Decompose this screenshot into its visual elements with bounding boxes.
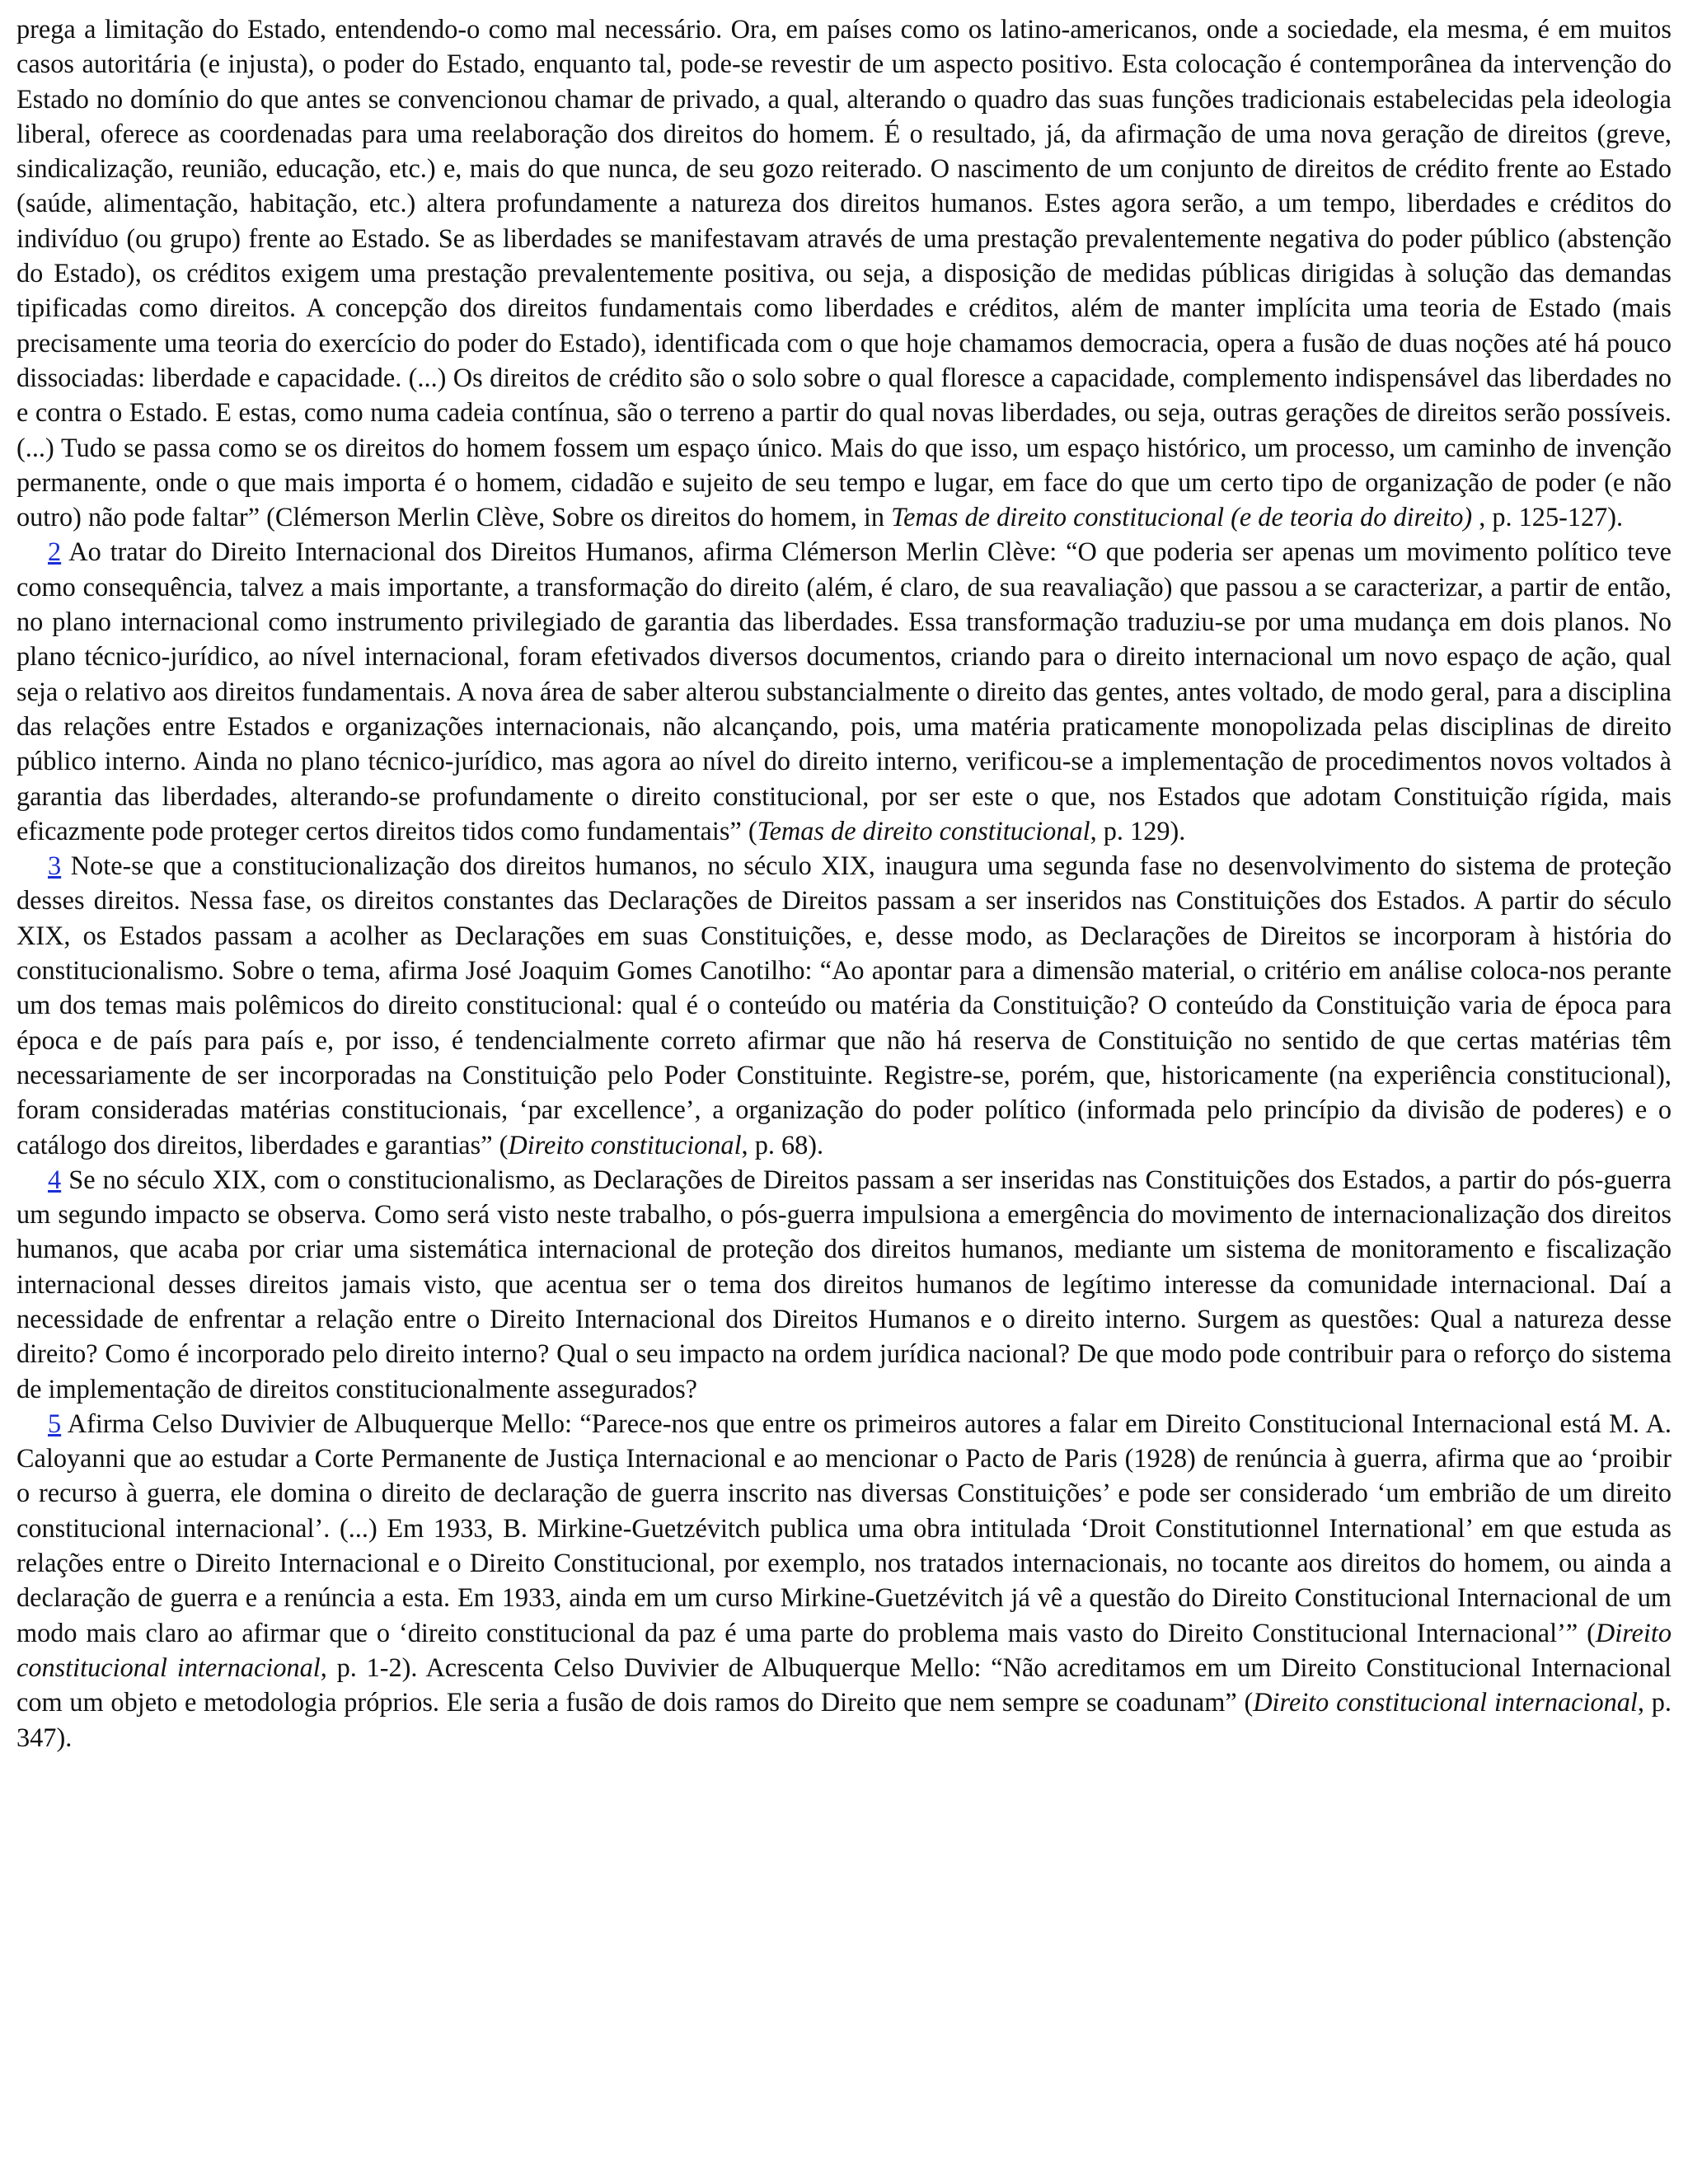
footnote-link-4[interactable]: 4 (48, 1164, 62, 1194)
footnote-2 (16, 534, 1672, 848)
footnote-citation: , p. 125-127). (1472, 502, 1624, 532)
footnote-4 (16, 1162, 1672, 1406)
cited-title: Temas de direito constitucional (e de teoria do direito) (891, 502, 1473, 532)
cited-title: Direito constitucional (508, 1129, 742, 1160)
footnote-text: Ao tratar do Direito Internacional dos Direitos Humanos, afirma Clémerson Merlin Clève: “O que poderia ser apenas um movimento político teve como consequência, talvez a mais importante, a transformação do direito (além, é claro, de sua reavaliação) que passou a se caracterizar, a partir de então, no plano internacional como instrumento privilegiado de garantia das liberdades. Essa transformação traduziu-se por uma mudança em dois planos. No plano técnico-jurídico, ao nível internacional, foram efetivados diversos documentos, criando para o direito internacional um novo espaço de ação, qual seja o relativo aos direitos fundamentais. A nova área de saber alterou substancialmente o direito das gentes, antes voltado, de modo geral, para a disciplina das relações entre Estados e organizações internacionais, não alcançando, pois, uma matéria praticamente monopolizada pelas disciplinas de direito público interno. Ainda no plano técnico-jurídico, mas agora ao nível do direito interno, verificou-se a implementação de procedimentos novos voltados à garantia das liberdades, alterando-se profundamente o direito constitucional, por ser este o que, nos Estados que adotam Constituição rígida, mais eficazmente pode proteger certos direitos tidos como fundamentais” ( (16, 537, 1672, 846)
cited-title: Direito constitucional internacional (16, 1617, 1672, 1682)
footnote-citation: , p. 129). (1090, 815, 1186, 846)
footnote-text: Se no século XIX, com o constitucionalismo, as Declarações de Direitos passam a ser inseridas nas Constituições dos Estados, a partir do pós-guerra um segundo impacto se observa. Como será visto neste trabalho, o pós-guerra impulsiona a emergência do movimento de internacionalização dos direitos humanos, que acaba por criar uma sistemática internacional de proteção dos direitos humanos, mediante um sistema de monitoramento e fiscalização internacional desses direitos jamais visto, que acentua ser o tema dos direitos humanos de legítimo interesse da comunidade internacional. Daí a necessidade de enfrentar a relação entre o Direito Internacional dos Direitos Humanos e o direito interno. Surgem as questões: Qual a natureza desse direito? Como é incorporado pelo direito interno? Qual o seu impacto na ordem jurídica nacional? De que modo pode contribuir para o reforço do sistema de implementação de direitos constitucionalmente assegurados? (16, 1164, 1672, 1404)
footnote-link-3[interactable]: 3 (48, 851, 62, 881)
footnote-3 (16, 848, 1672, 1162)
cited-title: Temas de direito constitucional (757, 815, 1090, 846)
footnote-link-5[interactable]: 5 (48, 1408, 62, 1438)
footnote-citation: , p. 347). (16, 1687, 1672, 1752)
footnote-text: Afirma Celso Duvivier de Albuquerque Mello: “Parece-nos que entre os primeiros autores a falar em Direito Constitucional Internacional está M. A. Caloyanni que ao estudar a Corte Permanente de Justiça Internacional e ao mencionar o Pacto de Paris (1928) de renúncia à guerra, afirma que ao ‘proibir o recurso à guerra, ele domina o direito de declaração de guerra inscrito nas diversas Constituições’ e pode ser considerado ‘um embrião de um direito constitucional internacional’. (...) Em 1933, B. Mirkine-Guetzévitch publica uma obra intitulada ‘Droit Constitutionnel International’ em que estuda as relações entre o Direito Internacional e o Direito Constitucional, por exemplo, nos tratados internacionais, no tocante aos direitos do homem, ou ainda a declaração de guerra e a renúncia a esta. Em 1933, ainda em um curso Mirkine-Guetzévitch já vê a questão do Direito Constitucional Internacional de um modo mais claro ao afirmar que o ‘direito constitucional da paz é uma parte do problema mais vasto do Direito Constitucional Internacional’” ( (16, 1408, 1672, 1647)
cited-title: Direito constitucional internacional (1253, 1687, 1638, 1718)
footnote-text: Note-se que a constitucionalização dos direitos humanos, no século XIX, inaugura uma segunda fase no desenvolvimento do sistema de proteção desses direitos. Nessa fase, os direitos constantes das Declarações de Direitos passam a ser inseridos nas Constituições dos Estados. A partir do século XIX, os Estados passam a acolher as Declarações em suas Constituições, e, desse modo, as Declarações de Direitos se incorporam à história do constitucionalismo. Sobre o tema, afirma José Joaquim Gomes Canotilho: “Ao apontar para a dimensão material, o critério em análise coloca-nos perante um dos temas mais polêmicos do direito constitucional: qual é o conteúdo ou matéria da Constituição? O conteúdo da Constituição varia de época para época e de país para país e, por isso, é tendencialmente correto afirmar que não há reserva de Constituição no sentido de que certas matérias têm necessariamente de ser incorporadas na Constituição pelo Poder Constituinte. Registre-se, porém, que, historicamente (na experiência constitucional), foram consideradas matérias constitucionais, ‘par excellence’, a organização do poder político (informada pelo princípio da divisão de poderes) e o catálogo dos direitos, liberdades e garantias” ( (16, 851, 1672, 1160)
footnote-5 (16, 1406, 1672, 1755)
document-page (16, 12, 1672, 1755)
footnote-link-2[interactable]: 2 (48, 537, 62, 567)
footnote-continuation (16, 12, 1672, 534)
footnote-citation: , p. 1-2). Acrescenta Celso Duvivier de Albuquerque Mello: “Não acreditamos em um Direito Constitucional Internacional com um objeto e metodologia próprios. Ele seria a fusão de dois ramos do Direito que nem sempre se coadunam” ( (16, 1652, 1672, 1718)
footnote-citation: , p. 68). (741, 1129, 824, 1160)
footnote-text: prega a limitação do Estado, entendendo-o como mal necessário. Ora, em países como os latino-americanos, onde a sociedade, ela mesma, é em muitos casos autoritária (e injusta), o poder do Estado, enquanto tal, pode-se revestir de um aspecto positivo. Esta colocação é contemporânea da intervenção do Estado no domínio do que antes se convencionou chamar de privado, a qual, alterando o quadro das suas funções tradicionais estabelecidas pela ideologia liberal, oferece as coordenadas para uma reelaboração dos direitos do homem. É o resultado, já, da afirmação de uma nova geração de direitos (greve, sindicalização, reunião, educação, etc.) e, mais do que nunca, de seu gozo reiterado. O nascimento de um conjunto de direitos de crédito frente ao Estado (saúde, alimentação, habitação, etc.) altera profundamente a natureza dos direitos humanos. Estes agora serão, a um tempo, liberdades e créditos do indivíduo (ou grupo) frente ao Estado. Se as liberdades se manifestavam através de uma prestação prevalentemente negativa do poder público (abstenção do Estado), os créditos exigem uma prestação prevalentemente positiva, ou seja, a disposição de medidas públicas dirigidas à solução das demandas tipificadas como direitos. A concepção dos direitos fundamentais como liberdades e créditos, além de manter implícita uma teoria de Estado (mais precisamente uma teoria do exercício do poder do Estado), identificada com o que hoje chamamos democracia, opera a fusão de duas noções até há pouco dissociadas: liberdade e capacidade. (...) Os direitos de crédito são o solo sobre o qual floresce a capacidade, complemento indispensável das liberdades no e contra o Estado. E estas, como numa cadeia contínua, são o terreno a partir do qual novas liberdades, ou seja, outras gerações de direitos serão possíveis. (...) Tudo se passa como se os direitos do homem fossem um espaço único. Mais do que isso, um espaço histórico, um processo, um caminho de invenção permanente, onde o que mais importa é o homem, cidadão e sujeito de seu tempo e lugar, em face do que um certo tipo de organização de poder (e não outro) não pode faltar” (Clémerson Merlin Clève, Sobre os direitos do homem, in (16, 14, 1672, 532)
